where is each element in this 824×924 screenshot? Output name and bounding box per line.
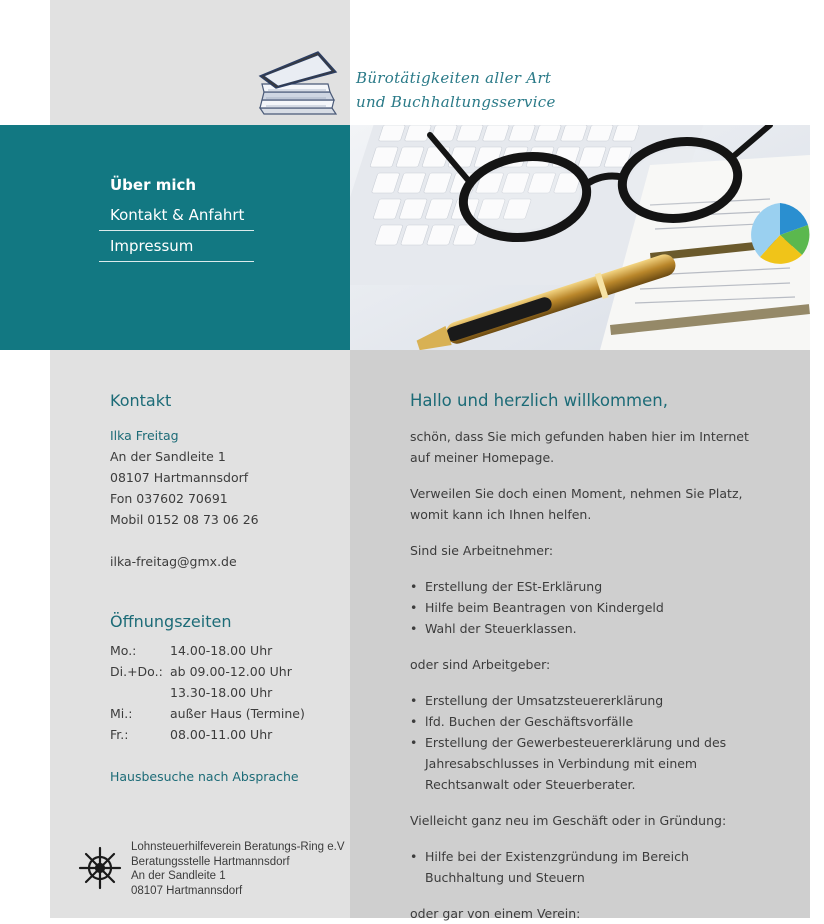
contact-city: 08107 Hartmannsdorf	[110, 470, 249, 485]
list-item	[425, 732, 800, 795]
list-item: • lfd. Buchen der Geschäftsvorfälle	[425, 711, 800, 732]
stay-line-2: womit kann ich Ihnen helfen.	[410, 507, 592, 522]
list-item-line: Buchhaltung und Steuern	[425, 870, 585, 885]
hours-time: 13.30-18.00 Uhr	[170, 685, 273, 700]
hours-row	[110, 703, 340, 724]
hours-time: 08.00-11.00 Uhr	[170, 727, 273, 742]
main-content	[410, 390, 800, 924]
contact-street: An der Sandleite 1	[110, 449, 226, 464]
opening-hours-heading: Öffnungszeiten	[110, 612, 232, 631]
contact-email-link[interactable]: ilka-freitag@gmx.de	[110, 554, 237, 569]
nav-item-kontakt-anfahrt[interactable]: Kontakt & Anfahrt	[99, 200, 254, 231]
welcome-heading: Hallo und herzlich willkommen,	[410, 391, 668, 410]
contact-heading: Kontakt	[110, 391, 172, 410]
association-city: 08107 Hartmannsdorf	[131, 884, 243, 897]
hours-time: 14.00-18.00 Uhr	[170, 643, 273, 658]
nav-item-ueber-mich[interactable]: Über mich	[110, 176, 197, 194]
intro-line-2: auf meiner Homepage.	[410, 450, 555, 465]
house-visits-note: Hausbesuche nach Absprache	[110, 769, 299, 784]
list-item-line: Jahresabschlusses in Verbindung mit einem	[425, 756, 698, 771]
contact-phone: Fon 037602 70691	[110, 491, 228, 506]
contact-column	[110, 390, 340, 787]
association-street: An der Sandleite 1	[131, 870, 226, 882]
list-item-line: Erstellung der Gewerbesteuererklärung und des	[425, 735, 727, 750]
stay-line-1: Verweilen Sie doch einen Moment, nehmen Sie Platz,	[410, 486, 743, 501]
employee-services-list	[410, 576, 800, 639]
hours-day	[110, 682, 170, 703]
tagline-line-1: Bürotätigkeiten aller Art	[356, 69, 552, 87]
founder-intro: Vielleicht ganz neu im Geschäft oder in Gründung:	[410, 813, 727, 828]
hours-row	[110, 682, 340, 703]
list-item-line: Hilfe bei der Existenzgründung im Bereich	[425, 849, 689, 864]
ship-wheel-icon	[78, 846, 122, 890]
main-navigation	[99, 170, 254, 262]
employer-services-list	[410, 690, 800, 795]
hours-day: Mo.:	[110, 643, 137, 658]
hours-time: außer Haus (Termine)	[170, 706, 305, 721]
list-item: • Wahl der Steuerklassen.	[425, 618, 800, 639]
list-item	[425, 846, 800, 888]
hours-time: ab 09.00-12.00 Uhr	[170, 664, 292, 679]
list-item: • Hilfe beim Beantragen von Kindergeld	[425, 597, 800, 618]
hero-image	[350, 125, 810, 350]
employee-intro: Sind sie Arbeitnehmer:	[410, 543, 554, 558]
hours-day: Fr.:	[110, 727, 129, 742]
opening-hours-table	[110, 640, 340, 745]
association-office: Beratungsstelle Hartmannsdorf	[131, 855, 290, 868]
employer-intro: oder sind Arbeitgeber:	[410, 657, 551, 672]
association-name: Lohnsteuerhilfeverein Beratungs-Ring e.V	[131, 841, 345, 853]
list-item-line: Rechtsanwalt oder Steuerberater.	[425, 777, 636, 792]
hours-row	[110, 661, 340, 682]
intro-line-1: schön, dass Sie mich gefunden haben hier im Internet	[410, 429, 749, 444]
nav-item-impressum[interactable]: Impressum	[99, 231, 254, 262]
list-item: • Erstellung der ESt-Erklärung	[425, 576, 800, 597]
club-intro: oder gar von einem Verein:	[410, 906, 581, 921]
contact-name: Ilka Freitag	[110, 428, 179, 443]
hours-row	[110, 724, 340, 745]
contact-mobile: Mobil 0152 08 73 06 26	[110, 512, 259, 527]
hours-row	[110, 640, 340, 661]
association-address	[131, 840, 345, 898]
tagline-line-2: und Buchhaltungsservice	[356, 93, 556, 111]
tagline	[356, 66, 656, 114]
founder-services-list	[410, 846, 800, 888]
hours-day: Di.+Do.:	[110, 664, 163, 679]
books-logo-icon	[256, 48, 342, 116]
list-item: • Erstellung der Umsatzsteuererklärung	[425, 690, 800, 711]
hours-day: Mi.:	[110, 706, 133, 721]
